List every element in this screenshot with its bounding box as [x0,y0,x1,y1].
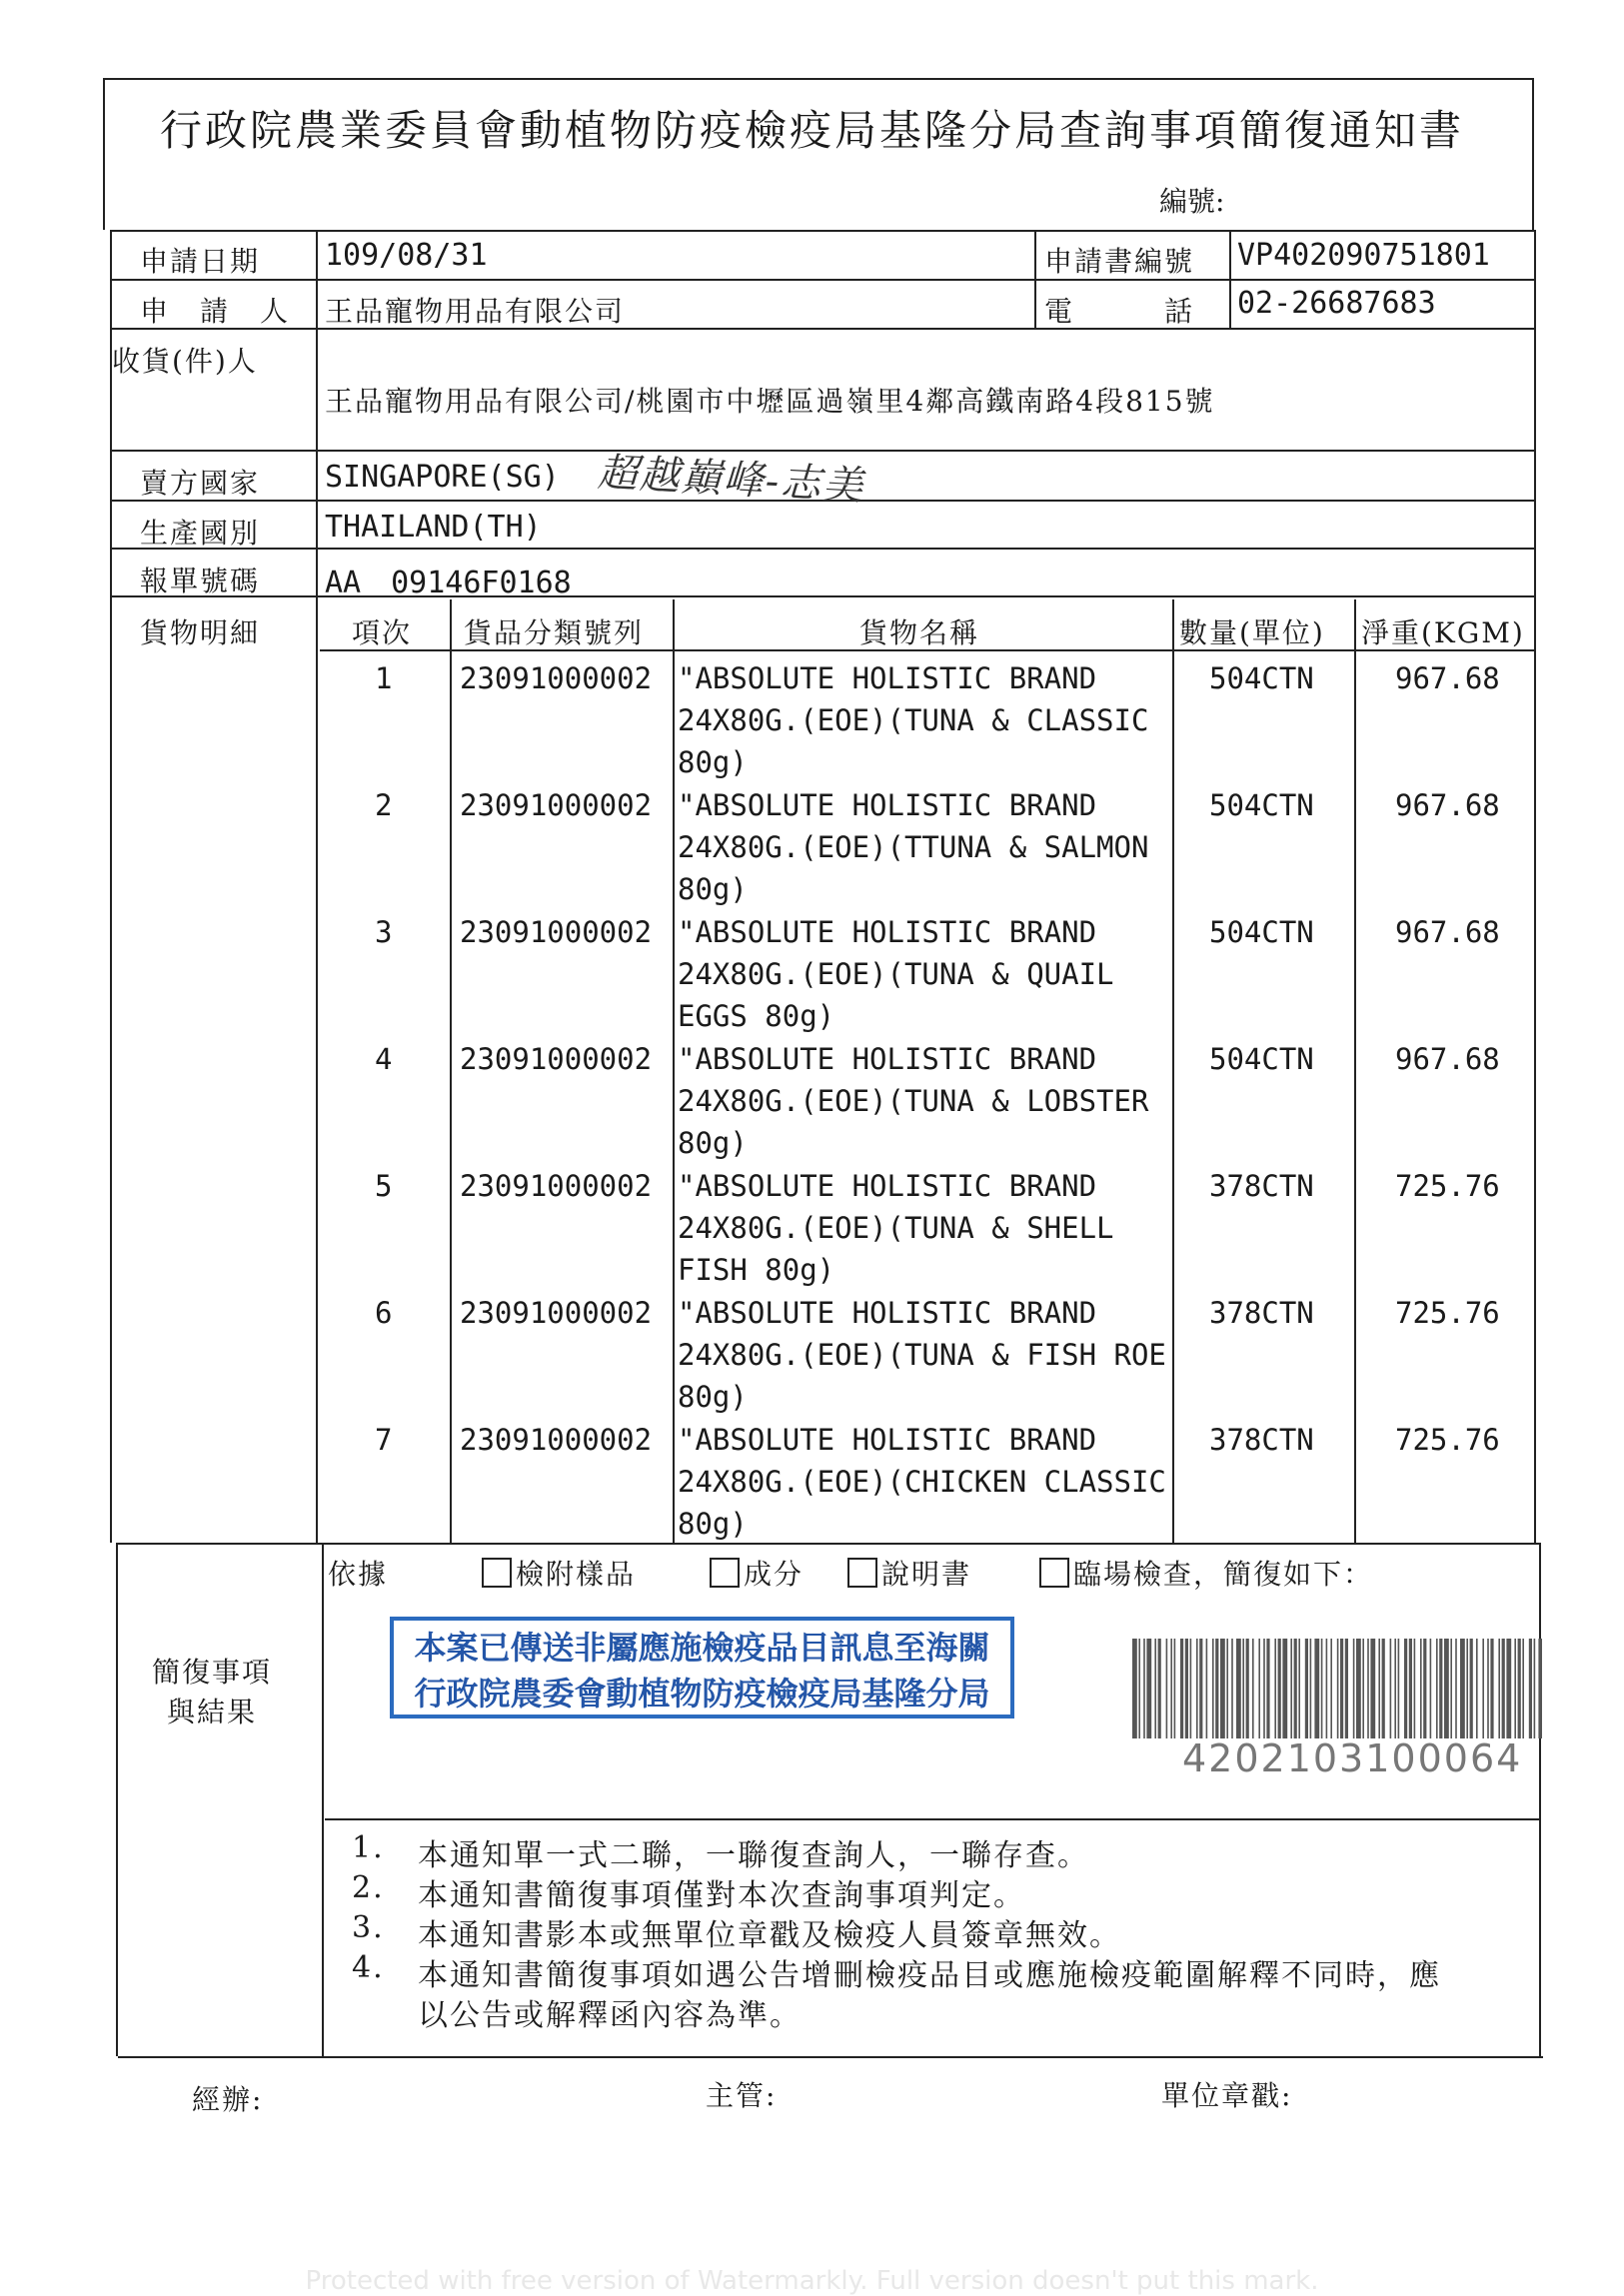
barcode-bar [1305,1639,1308,1738]
barcode-bar [1394,1639,1396,1738]
goods-row-qty: 504CTN [1209,661,1314,695]
checkbox-manual[interactable] [847,1553,971,1593]
barcode-bar [1414,1639,1416,1738]
goods-row-name: "ABSOLUTE HOLISTIC BRAND 24X80G.(EOE)(TTUNA & SALMON 80g) [678,788,1149,906]
goods-row-code: 23091000002 [460,1423,653,1457]
col-line [1172,599,1174,1543]
rule [110,548,1536,550]
goods-row-qty: 378CTN [1209,1296,1314,1330]
col-line [1354,599,1356,1543]
col-line [1034,230,1036,328]
barcode-bar [1506,1639,1511,1738]
checkbox-inspect[interactable] [1039,1553,1373,1593]
rule [110,279,1536,281]
barcode-bar [1226,1639,1228,1738]
barcode-bar [1180,1639,1183,1738]
barcode-bar [1132,1639,1137,1738]
barcode-bar [1326,1639,1328,1738]
barcode-bar [1166,1639,1168,1738]
barcode-bar [1185,1639,1188,1738]
barcode-bar [1242,1639,1244,1738]
barcode-bar [1436,1639,1438,1738]
goods-row-no: 5 [375,1169,393,1203]
serial-label: 編號: [1159,185,1225,218]
barcode-bar [1231,1639,1233,1738]
barcode-bar [1487,1639,1489,1738]
apply-date-label: 申請日期 [140,245,261,278]
barcode-bar [1356,1639,1361,1738]
goods-row-weight: 967.68 [1395,788,1500,822]
barcode-bar [1450,1639,1452,1738]
checkbox-icon [847,1558,877,1588]
consignee-value: 王品寵物用品有限公司/桃園市中壢區過嶺里4鄰高鐵南路4段815號 [325,385,1215,418]
barcode-bar [1174,1639,1176,1738]
goods-row-weight: 967.68 [1395,915,1500,949]
barcode-bar [1143,1639,1145,1738]
rule [110,230,1536,232]
rule [325,1818,1541,1820]
col-header-code: 貨品分類號列 [464,616,645,649]
handwritten-note: 超越巔峰-志美 [596,450,866,510]
note-text: 本通知單一式二聯，一聯復查詢人，一聯存查。 [418,1838,1089,1873]
note-text: 本通知書影本或無單位章戳及檢疫人員簽章無效。 [418,1918,1121,1953]
applicant-label: 申 請 人 [140,295,291,328]
checkbox-ingredient[interactable] [710,1553,804,1593]
barcode-bar [1206,1639,1208,1738]
rule [110,450,1536,452]
goods-row-name: "ABSOLUTE HOLISTIC BRAND 24X80G.(EOE)(TUNA & SHELL FISH 80g) [678,1169,1114,1287]
note-number: 3. [352,1910,385,1945]
barcode-bar [1409,1639,1412,1738]
checkbox-icon [710,1558,740,1588]
barcode-bar [1138,1639,1140,1738]
note-text: 本通知書簡復事項如遇公告增刪檢疫品目或應施檢疫範圍解釋不同時，應 [418,1958,1441,1993]
barcode-bar [1330,1639,1332,1738]
goods-row-qty: 504CTN [1209,1042,1314,1076]
barcode-bar [1498,1639,1500,1738]
stamp-line-1: 本案已傳送非屬應施檢疫品目訊息至海關 [414,1629,990,1667]
barcode-bar [1529,1639,1532,1738]
col-header-name: 貨物名稱 [859,616,980,649]
barcode-bar [1534,1639,1536,1738]
form-no-label: 申請書編號 [1044,245,1195,278]
barcode [1132,1639,1542,1738]
goods-row-no: 1 [375,661,393,695]
goods-row-code: 23091000002 [460,915,653,949]
barcode-bar [1337,1639,1339,1738]
barcode-bar [1298,1639,1300,1738]
goods-row-code: 23091000002 [460,1169,653,1203]
barcode-bar [1502,1639,1505,1738]
goods-section-label: 貨物明細 [140,616,261,649]
goods-row-qty: 378CTN [1209,1423,1314,1457]
barcode-bar [1370,1639,1375,1738]
barcode-bar [1252,1639,1254,1738]
col-line [322,1543,324,2056]
form-no-value: VP402090751801 [1237,238,1490,273]
goods-row-qty: 504CTN [1209,915,1314,949]
barcode-bar [1146,1639,1151,1738]
checkbox-icon [482,1558,512,1588]
barcode-bar [1423,1639,1426,1738]
origin-value: THAILAND(TH) [325,510,542,545]
goods-row-no: 4 [375,1042,393,1076]
barcode-bar [1439,1639,1442,1738]
barcode-bar [1290,1639,1292,1738]
barcode-bar [1266,1639,1269,1738]
barcode-bar [1470,1639,1473,1738]
barcode-bar [1199,1639,1202,1738]
barcode-bar [1282,1639,1287,1738]
barcode-bar [1154,1639,1156,1738]
barcode-bar [1258,1639,1260,1738]
goods-row-code: 23091000002 [460,661,653,695]
barcode-bar [1278,1639,1281,1738]
goods-row-code: 23091000002 [460,1296,653,1330]
barcode-bar [1490,1639,1493,1738]
handler-label: 經辦: [192,2083,264,2116]
origin-label: 生產國別 [140,517,261,550]
barcode-bar [1514,1639,1516,1738]
barcode-bar [1367,1639,1369,1738]
goods-row-weight: 725.76 [1395,1169,1500,1203]
barcode-number: 4202103100064 [1182,1736,1523,1780]
seller-country-value: SINGAPORE(SG) [325,460,560,495]
goods-row-no: 6 [375,1296,393,1330]
goods-row-name: "ABSOLUTE HOLISTIC BRAND 24X80G.(EOE)(TUNA & CLASSIC 80g) [678,661,1149,779]
barcode-bar [1314,1639,1319,1738]
seller-country-label: 賣方國家 [140,467,261,500]
col-line [1229,230,1231,328]
phone-value: 02-26687683 [1237,286,1436,321]
barcode-bar [1476,1639,1478,1738]
barcode-bar [1263,1639,1265,1738]
barcode-bar [1340,1639,1343,1738]
goods-row-name: "ABSOLUTE HOLISTIC BRAND 24X80G.(EOE)(TUNA & QUAIL EGGS 80g) [678,915,1114,1033]
result-section-label-2: 與結果 [167,1696,258,1728]
result-section-label-1: 簡復事項 [152,1656,273,1689]
barcode-bar [1444,1639,1449,1738]
goods-row-qty: 378CTN [1209,1169,1314,1203]
checkbox-ingredient-label: 成分 [744,1558,805,1591]
frame-right-upper [1532,78,1534,230]
goods-row-weight: 725.76 [1395,1423,1500,1457]
barcode-bar [1420,1639,1422,1738]
checkbox-manual-label: 說明書 [881,1558,972,1591]
goods-row-code: 23091000002 [460,788,653,822]
barcode-bar [1430,1639,1432,1738]
col-header-no: 項次 [352,616,413,649]
barcode-bar [1220,1639,1225,1738]
frame-top [103,78,1534,80]
goods-row-code: 23091000002 [460,1042,653,1076]
document-title: 行政院農業委員會動植物防疫檢疫局基隆分局查詢事項簡復通知書 [160,106,1465,155]
col-line [1534,230,1536,1543]
barcode-bar [1353,1639,1355,1738]
barcode-bar [1321,1639,1323,1738]
checkbox-sample-label: 檢附樣品 [516,1558,637,1591]
basis-label: 依據 [328,1558,389,1591]
barcode-bar [1310,1639,1312,1738]
col-line [1539,1543,1541,2056]
stamp-line-2: 行政院農委會動植物防疫檢疫局基隆分局 [414,1675,990,1713]
barcode-bar [1390,1639,1392,1738]
goods-row-weight: 725.76 [1395,1296,1500,1330]
col-line [110,230,112,1543]
note-number: 4. [352,1950,385,1985]
goods-row-no: 3 [375,915,393,949]
col-line [316,230,318,1543]
col-line [116,1543,118,2056]
goods-row-name: "ABSOLUTE HOLISTIC BRAND 24X80G.(EOE)(CHICKEN CLASSIC 80g) [678,1423,1166,1541]
barcode-bar [1170,1639,1172,1738]
barcode-bar [1190,1639,1192,1738]
barcode-bar [1382,1639,1385,1738]
note-number: 2. [352,1870,385,1905]
unit-stamp-label: 單位章戳: [1161,2079,1293,2112]
col-line [450,599,452,1543]
apply-date-value: 109/08/31 [325,238,488,273]
barcode-bar [1538,1639,1542,1738]
note-text: 本通知書簡復事項僅對本次查詢事項判定。 [418,1878,1025,1913]
barcode-bar [1482,1639,1484,1738]
barcode-bar [1460,1639,1465,1738]
checkbox-icon [1039,1558,1069,1588]
declaration-value: AA 09146F0168 [325,566,572,600]
note-number: 1. [352,1830,385,1865]
barcode-bar [1215,1639,1218,1738]
goods-row-weight: 967.68 [1395,1042,1500,1076]
consignee-label: 收貨(件)人 [112,345,258,378]
barcode-bar [1466,1639,1468,1738]
goods-row-weight: 967.68 [1395,661,1500,695]
barcode-bar [1404,1639,1407,1738]
rule [118,2056,1543,2058]
phone-label: 電 話 [1044,295,1195,328]
official-stamp [390,1617,1014,1719]
barcode-bar [1196,1639,1198,1738]
col-header-weight: 淨重(KGM) [1361,616,1525,649]
goods-row-name: "ABSOLUTE HOLISTIC BRAND 24X80G.(EOE)(TUNA & LOBSTER 80g) [678,1042,1149,1160]
barcode-bar [1378,1639,1380,1738]
barcode-bar [1158,1639,1161,1738]
col-header-qty: 數量(單位) [1179,616,1325,649]
barcode-bar [1362,1639,1364,1738]
frame-left-upper [103,78,105,230]
declaration-label: 報單號碼 [140,565,261,597]
barcode-bar [1345,1639,1348,1738]
barcode-bar [1246,1639,1249,1738]
barcode-bar [1522,1639,1524,1738]
applicant-value: 王品寵物用品有限公司 [325,295,626,328]
goods-row-qty: 504CTN [1209,788,1314,822]
barcode-bar [1398,1639,1400,1738]
checkbox-sample[interactable] [482,1553,636,1593]
barcode-bar [1455,1639,1457,1738]
goods-row-no: 2 [375,788,393,822]
goods-row-name: "ABSOLUTE HOLISTIC BRAND 24X80G.(EOE)(TUNA & FISH ROE 80g) [678,1296,1166,1414]
barcode-bar [1212,1639,1214,1738]
supervisor-label: 主管: [706,2079,778,2112]
barcode-bar [1518,1639,1521,1738]
barcode-bar [1294,1639,1297,1738]
note-text-continued: 以公告或解釋函內容為準。 [418,1998,802,2033]
checkbox-inspect-label: 臨場檢查，簡復如下： [1073,1558,1374,1591]
barcode-bar [1236,1639,1241,1738]
goods-row-no: 7 [375,1423,393,1457]
watermark: Protected with free version of Watermarkly. Full version doesn't put this mark. [305,2266,1319,2296]
col-line [673,599,675,1543]
barcode-bar [1274,1639,1276,1738]
